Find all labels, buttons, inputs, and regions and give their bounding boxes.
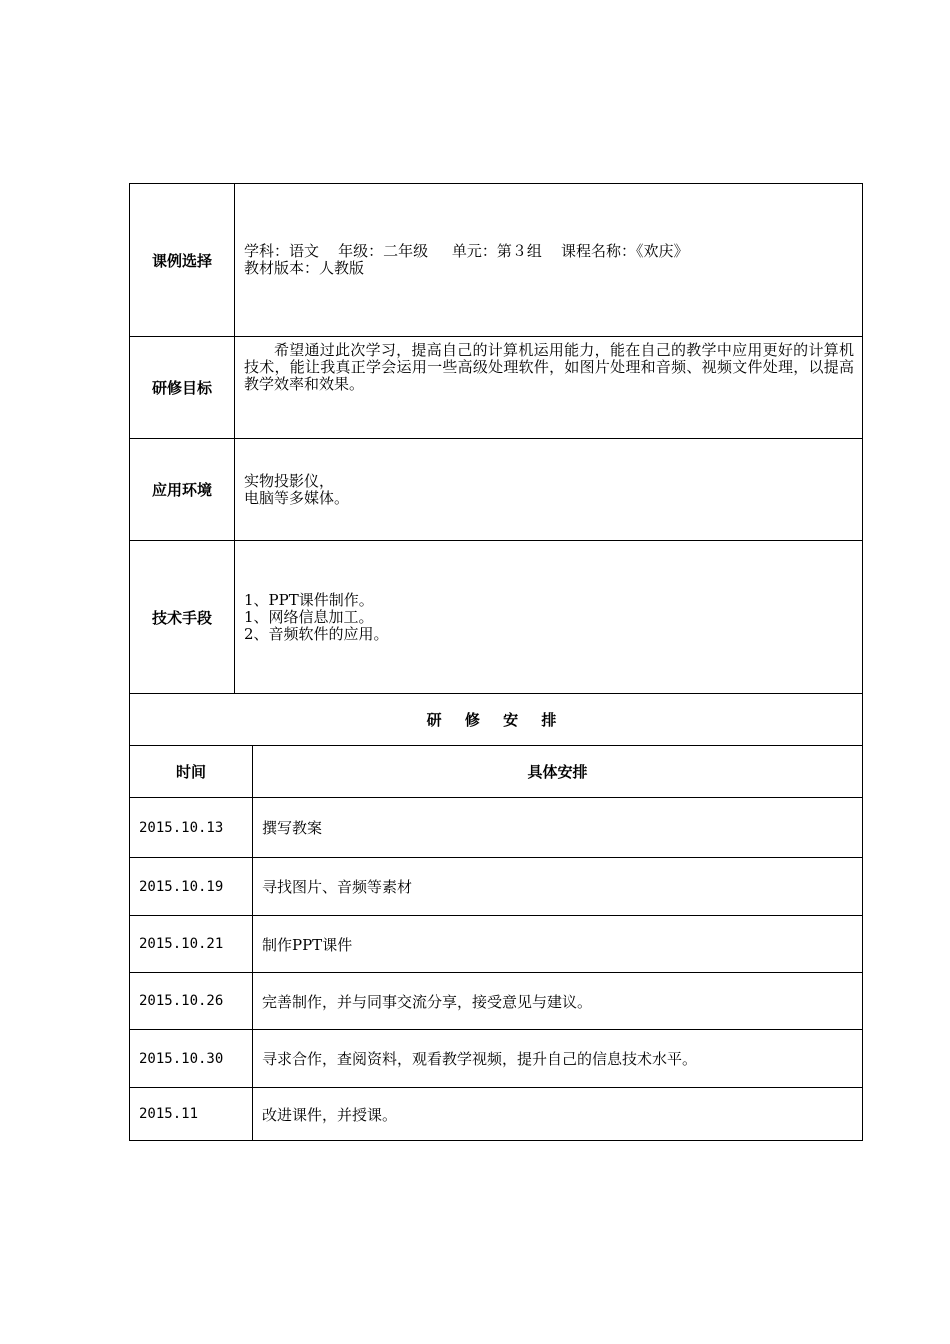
schedule-title-row: [130, 694, 863, 746]
course-selection-label: 课例选择: [130, 184, 235, 337]
schedule-row: [130, 1030, 863, 1088]
schedule-header-row: [130, 746, 863, 798]
application-environment-label: 应用环境: [130, 439, 235, 541]
schedule-date: 2015.10.13: [130, 798, 253, 858]
technical-means-content: [235, 541, 863, 694]
schedule-plan: 制作PPT课件: [253, 916, 863, 973]
technical-means-label: 技术手段: [130, 541, 235, 694]
application-environment-content: [235, 439, 863, 541]
schedule-plan: 改进课件，并授课。: [253, 1088, 863, 1141]
study-goal-text: 希望通过此次学习，提高自己的计算机运用能力，能在自己的教学中应用更好的计算机技术，能让我真正学会运用一些高级处理软件，如图片处理和音频、视频文件处理，以提高教学效率和效果。: [244, 341, 854, 393]
textbook-version-line: 教材版本：人教版: [244, 259, 365, 277]
schedule-plan: 撰写教案: [253, 798, 863, 858]
schedule-row: [130, 916, 863, 973]
schedule-plan: 完善制作，并与同事交流分享，接受意见与建议。: [253, 973, 863, 1030]
application-environment-row: [130, 439, 863, 541]
technique-line-3: 2、音频软件的应用。: [244, 624, 389, 643]
plan-column-header: 具体安排: [253, 746, 863, 798]
course-info-line: 学科：语文 年级：二年级 单元：第３组 课程名称：《欢庆》: [244, 242, 689, 260]
technique-line-2: 1、网络信息加工。: [244, 607, 374, 626]
schedule-date: 2015.10.21: [130, 916, 253, 973]
schedule-date: 2015.11: [130, 1088, 253, 1141]
schedule-row: [130, 973, 863, 1030]
environment-line-1: 实物投影仪，: [244, 471, 335, 490]
schedule-date: 2015.10.26: [130, 973, 253, 1030]
time-column-header: 时间: [130, 746, 253, 798]
schedule-date: 2015.10.30: [130, 1030, 253, 1088]
course-selection-row: [130, 184, 863, 337]
schedule-date: 2015.10.19: [130, 858, 253, 916]
technical-means-row: [130, 541, 863, 694]
schedule-plan: 寻找图片、音频等素材: [253, 858, 863, 916]
schedule-plan: 寻求合作，查阅资料，观看教学视频，提升自己的信息技术水平。: [253, 1030, 863, 1088]
schedule-title: 研 修 安 排: [130, 694, 863, 746]
schedule-row: [130, 858, 863, 916]
schedule-row: [130, 1088, 863, 1141]
study-goal-content: [235, 337, 863, 439]
study-goal-row: [130, 337, 863, 439]
lesson-study-plan-table: [129, 183, 863, 1141]
study-goal-label: 研修目标: [130, 337, 235, 439]
environment-line-2: 电脑等多媒体。: [244, 488, 350, 507]
course-selection-content: [235, 184, 863, 337]
technique-line-1: 1、PPT课件制作。: [244, 590, 374, 609]
schedule-row: [130, 798, 863, 858]
